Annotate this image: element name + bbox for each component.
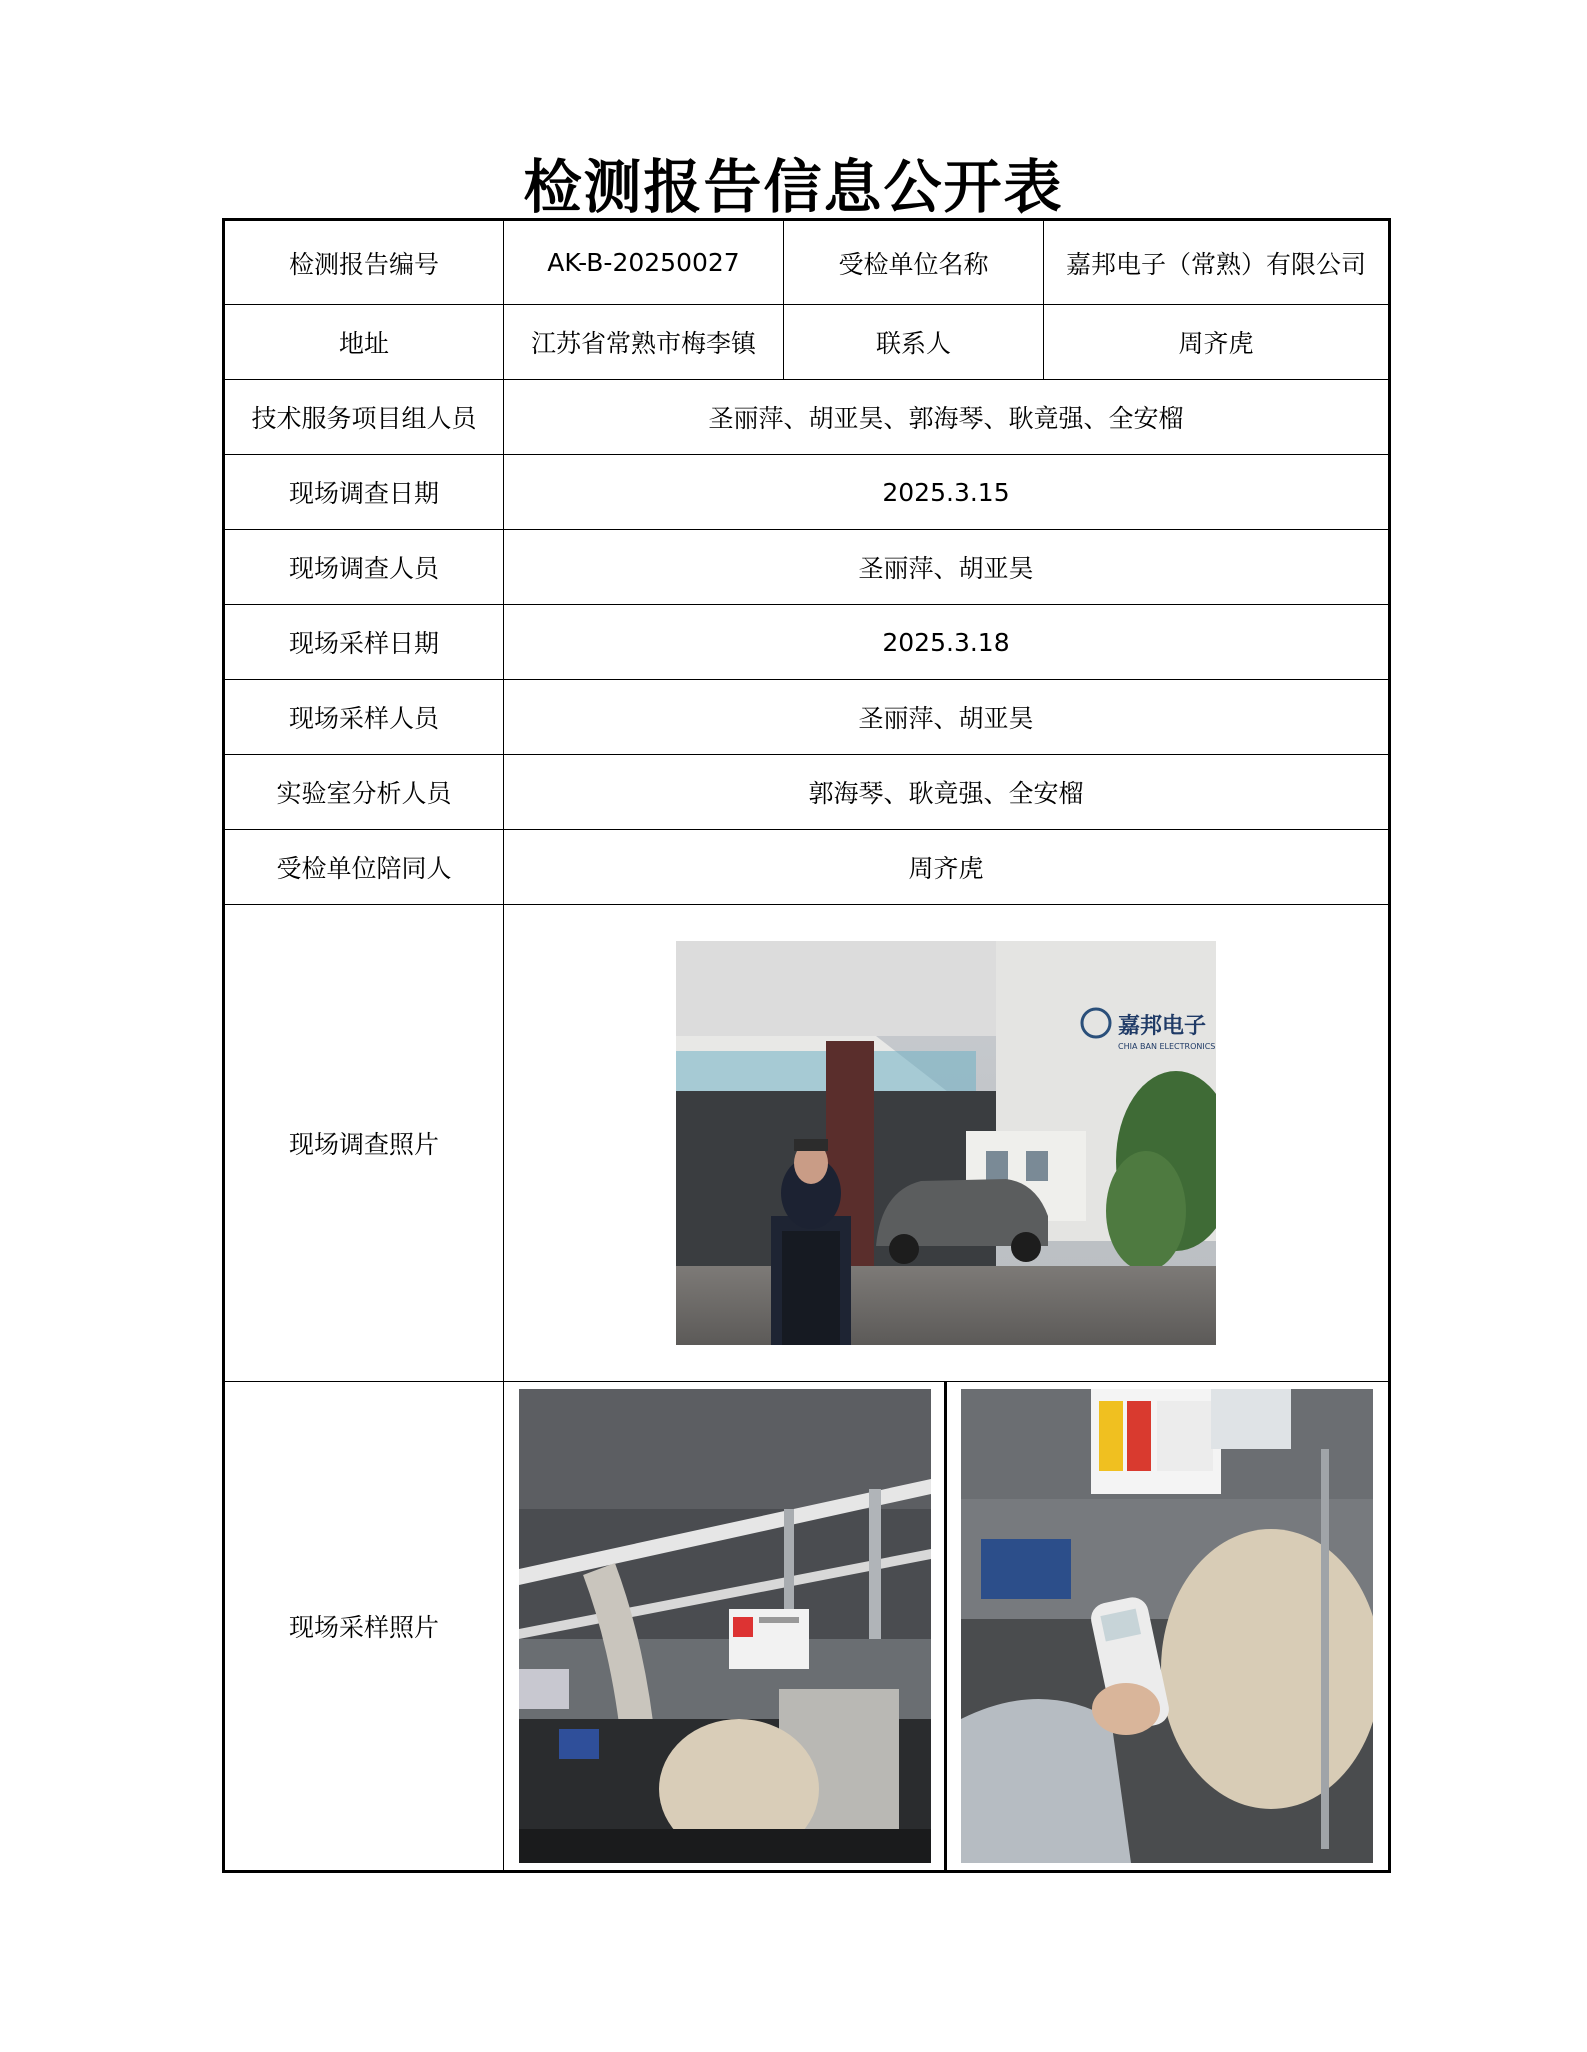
survey-photo xyxy=(676,941,1216,1345)
sampling-photo-right xyxy=(961,1389,1373,1863)
escort-value: 周齐虎 xyxy=(504,830,1390,905)
escort-label: 受检单位陪同人 xyxy=(224,830,504,905)
sampling-photo-label: 现场采样照片 xyxy=(224,1382,504,1872)
table-row xyxy=(224,830,1390,905)
table-row xyxy=(224,220,1390,305)
report-no-label: 检测报告编号 xyxy=(224,220,504,305)
table-row xyxy=(224,455,1390,530)
table-row xyxy=(224,530,1390,605)
team-label: 技术服务项目组人员 xyxy=(224,380,504,455)
table-row xyxy=(224,605,1390,680)
page-title: 检测报告信息公开表 xyxy=(523,153,1064,221)
sign-brand: 嘉邦电子 xyxy=(1118,1014,1207,1039)
table-row xyxy=(224,380,1390,455)
table-row xyxy=(224,680,1390,755)
contact-value: 周齐虎 xyxy=(1044,305,1390,380)
survey-staff-label: 现场调查人员 xyxy=(224,530,504,605)
sampling-staff-value: 圣丽萍、胡亚昊 xyxy=(504,680,1390,755)
contact-label: 联系人 xyxy=(784,305,1044,380)
table-row xyxy=(224,905,1390,1382)
address-value: 江苏省常熟市梅李镇 xyxy=(504,305,784,380)
lab-staff-value: 郭海琴、耿竟强、全安榴 xyxy=(504,755,1390,830)
table-row xyxy=(224,1382,1390,1872)
unit-name-label: 受检单位名称 xyxy=(784,220,1044,305)
survey-staff-value: 圣丽萍、胡亚昊 xyxy=(504,530,1390,605)
lab-staff-label: 实验室分析人员 xyxy=(224,755,504,830)
table-row xyxy=(224,755,1390,830)
report-no-value: AK-B-20250027 xyxy=(504,220,784,305)
report-table xyxy=(222,218,1391,1873)
sampling-date-label: 现场采样日期 xyxy=(224,605,504,680)
photo-divider xyxy=(944,1382,947,1870)
survey-photo-cell xyxy=(504,905,1390,1382)
table-row xyxy=(224,305,1390,380)
survey-date-label: 现场调查日期 xyxy=(224,455,504,530)
sampling-date-value: 2025.3.18 xyxy=(504,605,1390,680)
team-value: 圣丽萍、胡亚昊、郭海琴、耿竟强、全安榴 xyxy=(504,380,1390,455)
sampling-staff-label: 现场采样人员 xyxy=(224,680,504,755)
sign-sub: CHIA BAN ELECTRONICS xyxy=(1118,1042,1216,1051)
sampling-photo-left xyxy=(519,1389,931,1863)
survey-date-value: 2025.3.15 xyxy=(504,455,1390,530)
address-label: 地址 xyxy=(224,305,504,380)
unit-name-value: 嘉邦电子（常熟）有限公司 xyxy=(1044,220,1390,305)
sampling-photo-cell xyxy=(504,1382,1390,1872)
survey-photo-label: 现场调查照片 xyxy=(224,905,504,1382)
